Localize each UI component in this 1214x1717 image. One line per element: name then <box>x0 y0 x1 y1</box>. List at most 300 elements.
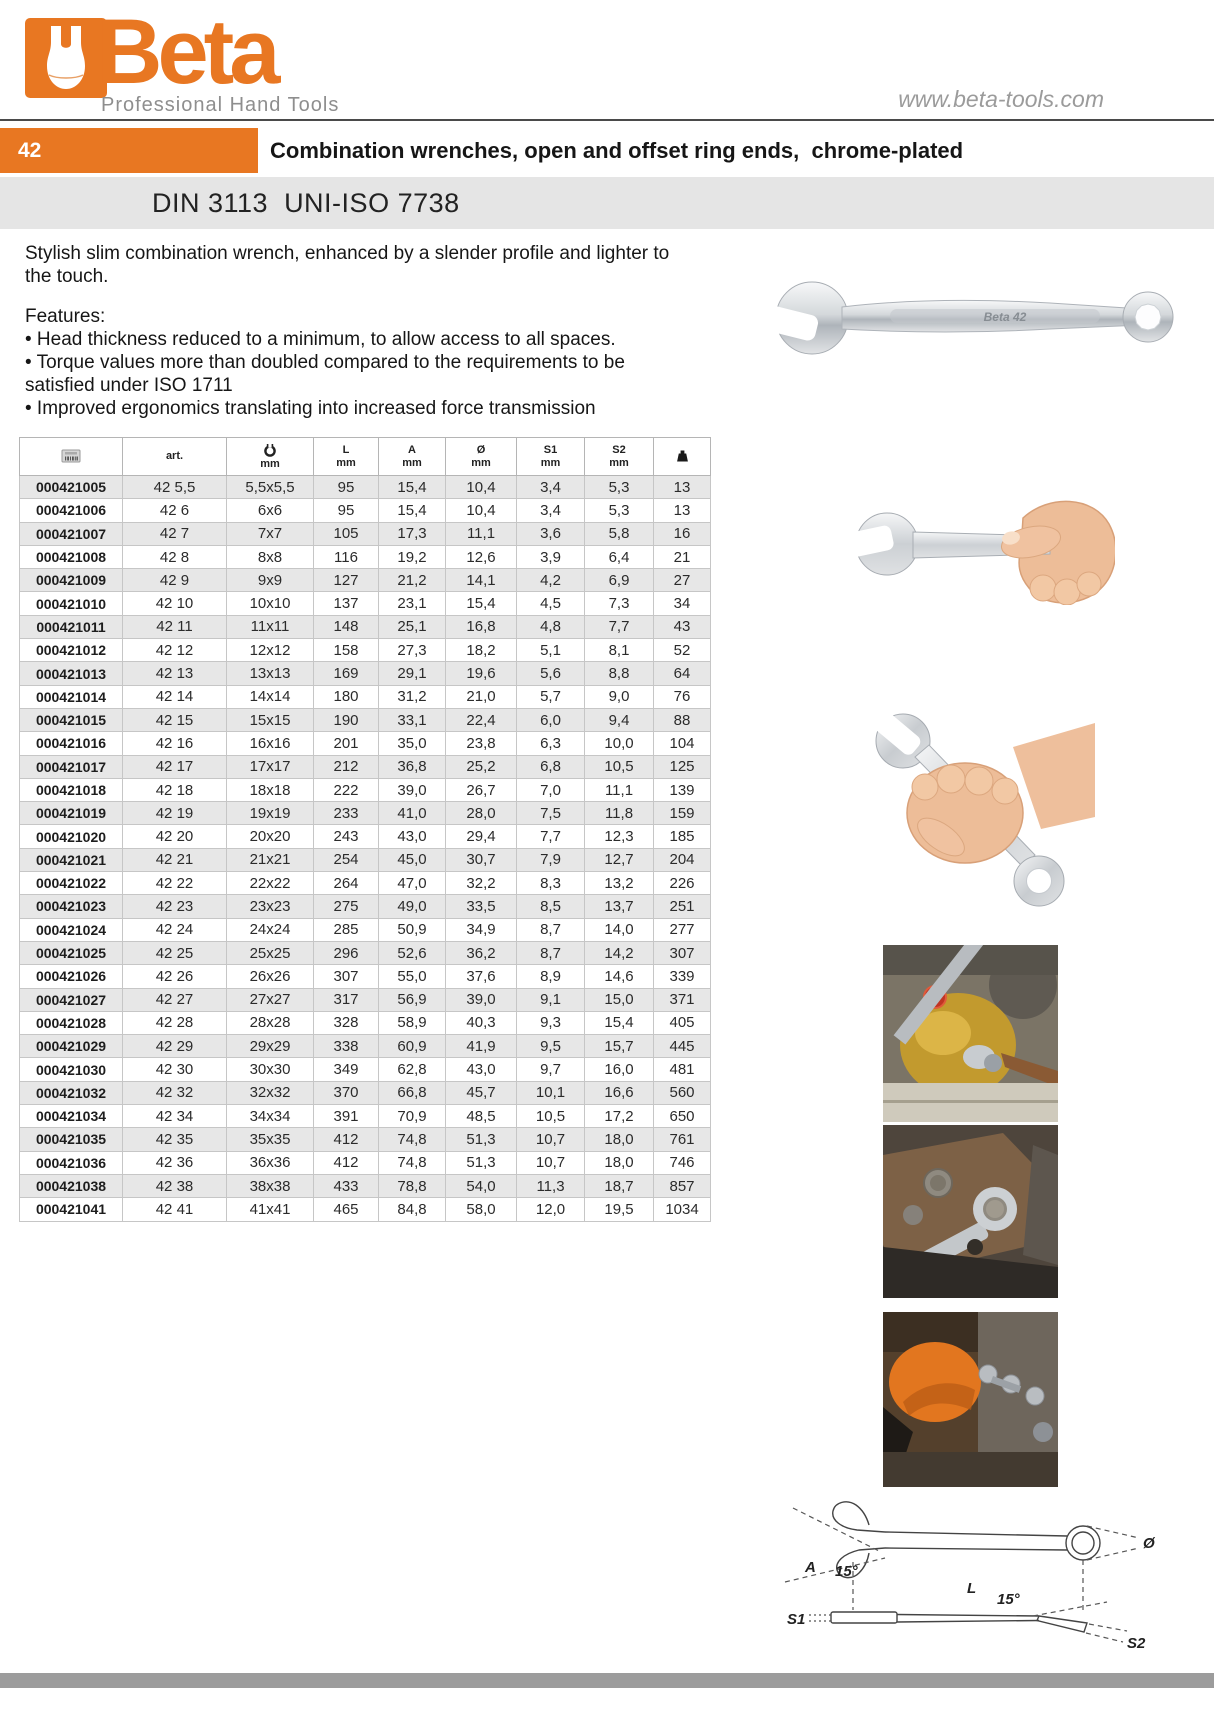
table-cell-col2: 20x20 <box>227 825 314 848</box>
table-cell-col8: 27 <box>654 569 711 592</box>
table-cell-col3: 264 <box>314 872 379 895</box>
diagram-label-s1: S1 <box>787 1611 806 1628</box>
col-header-diameter: Ø mm <box>446 438 517 476</box>
table-cell-col7: 12,7 <box>585 848 654 871</box>
table-cell-col0: 000421029 <box>20 1035 123 1058</box>
table-cell-col1: 42 18 <box>123 778 227 801</box>
table-cell-col2: 25x25 <box>227 941 314 964</box>
table-cell-col2: 8x8 <box>227 545 314 568</box>
table-cell-col1: 42 14 <box>123 685 227 708</box>
table-cell-col2: 14x14 <box>227 685 314 708</box>
table-cell-col4: 70,9 <box>379 1105 446 1128</box>
table-cell-col5: 58,0 <box>446 1198 517 1221</box>
table-cell-col0: 000421022 <box>20 872 123 895</box>
table-cell-col5: 11,1 <box>446 522 517 545</box>
table-cell-col0: 000421018 <box>20 778 123 801</box>
table-cell-col5: 51,3 <box>446 1128 517 1151</box>
diagram-label-angle-top: 15° <box>835 1563 858 1580</box>
table-cell-col7: 14,2 <box>585 941 654 964</box>
table-cell-col6: 10,7 <box>517 1128 585 1151</box>
table-body <box>20 476 711 1222</box>
table-cell-col8: 34 <box>654 592 711 615</box>
table-cell-col5: 19,6 <box>446 662 517 685</box>
table-cell-col7: 10,5 <box>585 755 654 778</box>
brand-tagline: Professional Hand Tools <box>101 94 340 116</box>
table-cell-col3: 391 <box>314 1105 379 1128</box>
table-cell-col5: 33,5 <box>446 895 517 918</box>
table-row <box>20 476 711 499</box>
table-cell-col2: 6x6 <box>227 499 314 522</box>
table-cell-col3: 328 <box>314 1011 379 1034</box>
table-cell-col4: 58,9 <box>379 1011 446 1034</box>
table-cell-col3: 317 <box>314 988 379 1011</box>
table-cell-col7: 16,0 <box>585 1058 654 1081</box>
table-cell-col0: 000421014 <box>20 685 123 708</box>
table-cell-col7: 14,6 <box>585 965 654 988</box>
header-divider <box>0 119 1214 121</box>
table-row <box>20 755 711 778</box>
table-cell-col7: 10,0 <box>585 732 654 755</box>
table-cell-col7: 5,8 <box>585 522 654 545</box>
table-cell-col6: 4,5 <box>517 592 585 615</box>
table-cell-col0: 000421032 <box>20 1081 123 1104</box>
table-cell-col2: 32x32 <box>227 1081 314 1104</box>
table-cell-col3: 222 <box>314 778 379 801</box>
wrench-icon <box>262 443 278 457</box>
table-cell-col4: 36,8 <box>379 755 446 778</box>
table-cell-col8: 481 <box>654 1058 711 1081</box>
table-cell-col7: 15,0 <box>585 988 654 1011</box>
table-cell-col0: 000421010 <box>20 592 123 615</box>
table-row <box>20 662 711 685</box>
table-cell-col5: 43,0 <box>446 1058 517 1081</box>
table-cell-col7: 15,4 <box>585 1011 654 1034</box>
table-cell-col2: 35x35 <box>227 1128 314 1151</box>
application-photo-brass-valve <box>883 945 1058 1127</box>
table-cell-col2: 19x19 <box>227 802 314 825</box>
table-cell-col1: 42 23 <box>123 895 227 918</box>
table-cell-col7: 19,5 <box>585 1198 654 1221</box>
table-cell-col7: 5,3 <box>585 476 654 499</box>
standards-bar <box>0 177 1214 229</box>
table-cell-col5: 30,7 <box>446 848 517 871</box>
table-row <box>20 639 711 662</box>
table-cell-col3: 349 <box>314 1058 379 1081</box>
table-cell-col6: 7,9 <box>517 848 585 871</box>
table-cell-col2: 18x18 <box>227 778 314 801</box>
col-header-l: L mm <box>314 438 379 476</box>
table-cell-col8: 560 <box>654 1081 711 1104</box>
table-cell-col0: 000421035 <box>20 1128 123 1151</box>
table-cell-col8: 43 <box>654 615 711 638</box>
table-cell-col6: 8,5 <box>517 895 585 918</box>
table-row <box>20 825 711 848</box>
table-row <box>20 1011 711 1034</box>
table-cell-col4: 50,9 <box>379 918 446 941</box>
table-cell-col2: 34x34 <box>227 1105 314 1128</box>
table-cell-col8: 125 <box>654 755 711 778</box>
table-cell-col7: 5,3 <box>585 499 654 522</box>
table-cell-col5: 32,2 <box>446 872 517 895</box>
table-cell-col7: 14,0 <box>585 918 654 941</box>
table-cell-col5: 25,2 <box>446 755 517 778</box>
table-cell-col0: 000421025 <box>20 941 123 964</box>
table-cell-col6: 6,0 <box>517 708 585 731</box>
table-cell-col8: 307 <box>654 941 711 964</box>
table-cell-col6: 8,7 <box>517 918 585 941</box>
table-cell-col5: 36,2 <box>446 941 517 964</box>
table-cell-col4: 39,0 <box>379 778 446 801</box>
product-photo-combination-wrench <box>750 263 1185 373</box>
table-cell-col6: 3,9 <box>517 545 585 568</box>
table-cell-col6: 6,3 <box>517 732 585 755</box>
tech-diagram <box>735 1490 1195 1665</box>
table-cell-col1: 42 30 <box>123 1058 227 1081</box>
table-cell-col0: 000421016 <box>20 732 123 755</box>
table-row <box>20 732 711 755</box>
table-cell-col2: 22x22 <box>227 872 314 895</box>
table-cell-col4: 15,4 <box>379 476 446 499</box>
table-cell-col2: 24x24 <box>227 918 314 941</box>
table-cell-col2: 21x21 <box>227 848 314 871</box>
table-cell-col2: 11x11 <box>227 615 314 638</box>
table-cell-col2: 17x17 <box>227 755 314 778</box>
table-row <box>20 848 711 871</box>
table-row <box>20 522 711 545</box>
diagram-label-angle-side: 15° <box>997 1591 1020 1608</box>
table-row <box>20 1081 711 1104</box>
table-cell-col5: 22,4 <box>446 708 517 731</box>
chapter-number: 42 <box>18 139 42 162</box>
table-cell-col5: 10,4 <box>446 476 517 499</box>
weight-icon <box>675 449 690 464</box>
table-cell-col0: 000421007 <box>20 522 123 545</box>
table-cell-col0: 000421038 <box>20 1174 123 1197</box>
col-header-art: art. <box>123 438 227 476</box>
table-cell-col6: 9,7 <box>517 1058 585 1081</box>
col-header-part-number <box>20 438 123 476</box>
table-cell-col4: 56,9 <box>379 988 446 1011</box>
table-cell-col8: 405 <box>654 1011 711 1034</box>
table-cell-col8: 204 <box>654 848 711 871</box>
table-cell-col4: 25,1 <box>379 615 446 638</box>
table-cell-col4: 55,0 <box>379 965 446 988</box>
table-cell-col7: 6,4 <box>585 545 654 568</box>
feature-item: • Head thickness reduced to a minimum, to allow access to all spaces. <box>25 329 616 350</box>
table-cell-col2: 5,5x5,5 <box>227 476 314 499</box>
table-cell-col1: 42 34 <box>123 1105 227 1128</box>
table-cell-col8: 21 <box>654 545 711 568</box>
table-cell-col4: 19,2 <box>379 545 446 568</box>
table-cell-col5: 39,0 <box>446 988 517 1011</box>
table-cell-col4: 66,8 <box>379 1081 446 1104</box>
table-cell-col2: 12x12 <box>227 639 314 662</box>
table-cell-col6: 5,1 <box>517 639 585 662</box>
table-cell-col0: 000421005 <box>20 476 123 499</box>
table-cell-col1: 42 8 <box>123 545 227 568</box>
table-cell-col5: 26,7 <box>446 778 517 801</box>
table-cell-col6: 9,3 <box>517 1011 585 1034</box>
table-cell-col0: 000421015 <box>20 708 123 731</box>
table-cell-col2: 27x27 <box>227 988 314 1011</box>
table-cell-col0: 000421026 <box>20 965 123 988</box>
table-cell-col6: 7,7 <box>517 825 585 848</box>
table-cell-col8: 857 <box>654 1174 711 1197</box>
table-row <box>20 708 711 731</box>
table-row <box>20 1198 711 1221</box>
table-cell-col2: 28x28 <box>227 1011 314 1034</box>
table-cell-col8: 104 <box>654 732 711 755</box>
table-cell-col8: 76 <box>654 685 711 708</box>
table-cell-col3: 275 <box>314 895 379 918</box>
table-cell-col1: 42 41 <box>123 1198 227 1221</box>
table-cell-col3: 169 <box>314 662 379 685</box>
table-cell-col0: 000421006 <box>20 499 123 522</box>
table-cell-col1: 42 22 <box>123 872 227 895</box>
table-row <box>20 895 711 918</box>
chapter-banner <box>0 128 1214 173</box>
table-cell-col8: 650 <box>654 1105 711 1128</box>
table-cell-col4: 23,1 <box>379 592 446 615</box>
table-cell-col7: 13,7 <box>585 895 654 918</box>
table-cell-col4: 49,0 <box>379 895 446 918</box>
page-title: Combination wrenches, open and offset ring ends, chrome-plated <box>270 138 964 163</box>
table-cell-col7: 9,0 <box>585 685 654 708</box>
table-cell-col3: 254 <box>314 848 379 871</box>
table-cell-col3: 116 <box>314 545 379 568</box>
table-cell-col8: 159 <box>654 802 711 825</box>
table-cell-col4: 27,3 <box>379 639 446 662</box>
table-row <box>20 802 711 825</box>
table-cell-col6: 7,5 <box>517 802 585 825</box>
table-cell-col1: 42 19 <box>123 802 227 825</box>
table-cell-col1: 42 12 <box>123 639 227 662</box>
table-cell-col6: 4,2 <box>517 569 585 592</box>
table-cell-col6: 10,7 <box>517 1151 585 1174</box>
table-cell-col6: 8,3 <box>517 872 585 895</box>
table-cell-col1: 42 9 <box>123 569 227 592</box>
table-cell-col4: 45,0 <box>379 848 446 871</box>
table-cell-col1: 42 32 <box>123 1081 227 1104</box>
table-cell-col3: 233 <box>314 802 379 825</box>
table-cell-col6: 3,4 <box>517 476 585 499</box>
table-cell-col3: 296 <box>314 941 379 964</box>
table-cell-col8: 445 <box>654 1035 711 1058</box>
table-cell-col6: 9,5 <box>517 1035 585 1058</box>
table-cell-col3: 148 <box>314 615 379 638</box>
features-heading: Features: <box>25 306 106 327</box>
diagram-label-a: A <box>805 1559 816 1576</box>
diagram-label-dia: Ø <box>1143 1535 1155 1552</box>
table-cell-col2: 9x9 <box>227 569 314 592</box>
table-cell-col5: 18,2 <box>446 639 517 662</box>
col-header-a: A mm <box>379 438 446 476</box>
table-row <box>20 499 711 522</box>
table-cell-col5: 28,0 <box>446 802 517 825</box>
table-cell-col1: 42 15 <box>123 708 227 731</box>
table-cell-col2: 36x36 <box>227 1151 314 1174</box>
table-cell-col4: 41,0 <box>379 802 446 825</box>
wrench-stamp-text: Beta 42 <box>983 310 1027 324</box>
table-cell-col6: 10,1 <box>517 1081 585 1104</box>
table-cell-col6: 3,4 <box>517 499 585 522</box>
table-cell-col3: 95 <box>314 499 379 522</box>
table-cell-col1: 42 7 <box>123 522 227 545</box>
table-cell-col3: 127 <box>314 569 379 592</box>
table-cell-col0: 000421027 <box>20 988 123 1011</box>
table-cell-col8: 371 <box>654 988 711 1011</box>
table-cell-col4: 29,1 <box>379 662 446 685</box>
table-cell-col1: 42 13 <box>123 662 227 685</box>
table-cell-col5: 14,1 <box>446 569 517 592</box>
table-cell-col7: 8,8 <box>585 662 654 685</box>
table-cell-col5: 10,4 <box>446 499 517 522</box>
table-cell-col2: 15x15 <box>227 708 314 731</box>
table-cell-col6: 8,9 <box>517 965 585 988</box>
table-cell-col3: 105 <box>314 522 379 545</box>
table-cell-col7: 18,7 <box>585 1174 654 1197</box>
features-block <box>25 305 693 420</box>
table-cell-col2: 10x10 <box>227 592 314 615</box>
table-cell-col8: 13 <box>654 499 711 522</box>
table-cell-col5: 16,8 <box>446 615 517 638</box>
table-cell-col8: 277 <box>654 918 711 941</box>
table-cell-col4: 35,0 <box>379 732 446 755</box>
table-header-row <box>20 438 711 476</box>
table-cell-col4: 47,0 <box>379 872 446 895</box>
col-header-weight <box>654 438 711 476</box>
table-row <box>20 1105 711 1128</box>
feature-item: • Improved ergonomics translating into increased force transmission <box>25 398 596 419</box>
usage-photo-open-end-grip <box>835 480 1115 610</box>
table-cell-col3: 465 <box>314 1198 379 1221</box>
table-cell-col5: 37,6 <box>446 965 517 988</box>
col-header-s1: S1 mm <box>517 438 585 476</box>
table-cell-col7: 8,1 <box>585 639 654 662</box>
table-cell-col6: 5,6 <box>517 662 585 685</box>
table-cell-col1: 42 16 <box>123 732 227 755</box>
table-row <box>20 918 711 941</box>
table-cell-col3: 158 <box>314 639 379 662</box>
table-cell-col0: 000421008 <box>20 545 123 568</box>
table-cell-col0: 000421012 <box>20 639 123 662</box>
diagram-label-l: L <box>967 1580 977 1597</box>
table-cell-col5: 29,4 <box>446 825 517 848</box>
application-photo-gloved-hand <box>883 1312 1058 1492</box>
table-row <box>20 1058 711 1081</box>
table-cell-col8: 339 <box>654 965 711 988</box>
table-cell-col3: 212 <box>314 755 379 778</box>
table-cell-col7: 12,3 <box>585 825 654 848</box>
brand-wordmark: Beta <box>96 1 276 103</box>
table-cell-col2: 13x13 <box>227 662 314 685</box>
table-cell-col1: 42 28 <box>123 1011 227 1034</box>
table-cell-col5: 21,0 <box>446 685 517 708</box>
table-cell-col1: 42 35 <box>123 1128 227 1151</box>
table-cell-col1: 42 6 <box>123 499 227 522</box>
beta-logo-icon <box>25 18 107 98</box>
table-cell-col3: 137 <box>314 592 379 615</box>
table-cell-col8: 746 <box>654 1151 711 1174</box>
table-cell-col1: 42 11 <box>123 615 227 638</box>
table-cell-col5: 51,3 <box>446 1151 517 1174</box>
table-row <box>20 965 711 988</box>
table-cell-col0: 000421041 <box>20 1198 123 1221</box>
col-header-size: mm <box>227 438 314 476</box>
table-row <box>20 685 711 708</box>
table-cell-col2: 26x26 <box>227 965 314 988</box>
table-cell-col4: 78,8 <box>379 1174 446 1197</box>
table-cell-col5: 45,7 <box>446 1081 517 1104</box>
table-cell-col4: 62,8 <box>379 1058 446 1081</box>
table-cell-col0: 000421023 <box>20 895 123 918</box>
table-cell-col4: 15,4 <box>379 499 446 522</box>
website-link[interactable]: www.beta-tools.com <box>898 86 1104 112</box>
table-cell-col1: 42 21 <box>123 848 227 871</box>
table-cell-col2: 23x23 <box>227 895 314 918</box>
table-cell-col1: 42 20 <box>123 825 227 848</box>
table-cell-col8: 13 <box>654 476 711 499</box>
table-cell-col6: 3,6 <box>517 522 585 545</box>
table-cell-col6: 7,0 <box>517 778 585 801</box>
table-cell-col1: 42 38 <box>123 1174 227 1197</box>
table-cell-col7: 15,7 <box>585 1035 654 1058</box>
table-cell-col8: 1034 <box>654 1198 711 1221</box>
table-cell-col2: 16x16 <box>227 732 314 755</box>
table-cell-col1: 42 25 <box>123 941 227 964</box>
table-cell-col6: 5,7 <box>517 685 585 708</box>
table-row <box>20 1128 711 1151</box>
table-cell-col1: 42 17 <box>123 755 227 778</box>
table-cell-col7: 9,4 <box>585 708 654 731</box>
table-cell-col3: 412 <box>314 1151 379 1174</box>
table-row <box>20 592 711 615</box>
table-cell-col8: 226 <box>654 872 711 895</box>
table-cell-col1: 42 5,5 <box>123 476 227 499</box>
table-cell-col6: 11,3 <box>517 1174 585 1197</box>
table-cell-col4: 43,0 <box>379 825 446 848</box>
table-cell-col6: 8,7 <box>517 941 585 964</box>
product-description: Stylish slim combination wrench, enhanced by a slender profile and lighter to the touch. <box>25 243 670 287</box>
table-cell-col4: 31,2 <box>379 685 446 708</box>
table-cell-col0: 000421013 <box>20 662 123 685</box>
table-cell-col1: 42 27 <box>123 988 227 1011</box>
table-row <box>20 1151 711 1174</box>
table-cell-col0: 000421019 <box>20 802 123 825</box>
table-cell-col2: 7x7 <box>227 522 314 545</box>
table-cell-col0: 000421009 <box>20 569 123 592</box>
table-cell-col4: 21,2 <box>379 569 446 592</box>
table-cell-col3: 433 <box>314 1174 379 1197</box>
table-cell-col5: 34,9 <box>446 918 517 941</box>
table-cell-col1: 42 10 <box>123 592 227 615</box>
table-cell-col0: 000421028 <box>20 1011 123 1034</box>
table-row <box>20 569 711 592</box>
table-cell-col0: 000421021 <box>20 848 123 871</box>
table-cell-col6: 10,5 <box>517 1105 585 1128</box>
table-cell-col0: 000421011 <box>20 615 123 638</box>
table-cell-col5: 41,9 <box>446 1035 517 1058</box>
feature-item: • Torque values more than doubled compared to the requirements to be satisfied under ISO 1711 <box>25 352 625 396</box>
table-row <box>20 1174 711 1197</box>
table-cell-col7: 11,8 <box>585 802 654 825</box>
spec-table <box>19 437 711 1222</box>
table-cell-col3: 412 <box>314 1128 379 1151</box>
table-cell-col0: 000421024 <box>20 918 123 941</box>
table-cell-col4: 74,8 <box>379 1128 446 1151</box>
table-cell-col2: 41x41 <box>227 1198 314 1221</box>
table-cell-col3: 180 <box>314 685 379 708</box>
